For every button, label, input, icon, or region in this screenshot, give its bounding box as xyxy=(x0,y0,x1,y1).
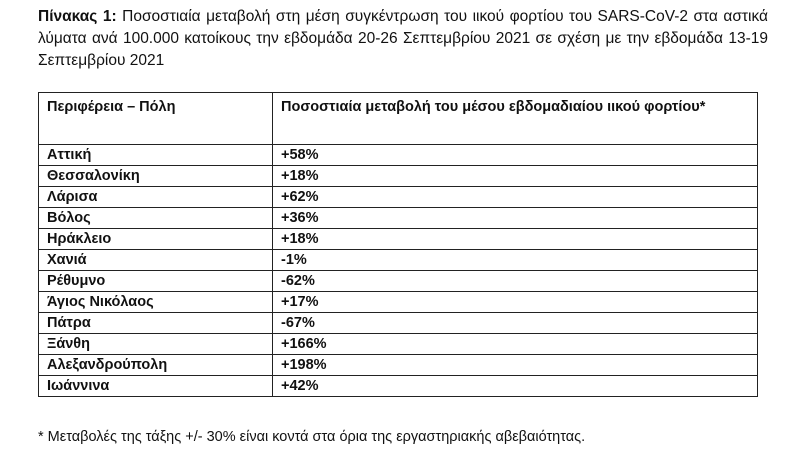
table-row xyxy=(39,187,758,208)
city-cell: Ξάνθη xyxy=(39,334,273,355)
table-row xyxy=(39,292,758,313)
percent-change-cell: +198% xyxy=(273,355,758,376)
city-cell: Βόλος xyxy=(39,208,273,229)
footnote: * Μεταβολές της τάξης +/- 30% είναι κοντά στα όρια της εργαστηριακής αβεβαιότητας. xyxy=(38,429,586,445)
wastewater-change-table xyxy=(38,92,758,397)
header-percent-change: Ποσοστιαία μεταβολή του μέσου εβδομαδιαίου ιικού φορτίου* xyxy=(273,93,758,145)
percent-change-cell: +18% xyxy=(273,166,758,187)
city-cell: Ηράκλειο xyxy=(39,229,273,250)
table-row xyxy=(39,355,758,376)
city-cell: Χανιά xyxy=(39,250,273,271)
percent-change-cell: +18% xyxy=(273,229,758,250)
caption-text: Ποσοστιαία μεταβολή στη μέση συγκέντρωση του ιικού φορτίου του SARS-CoV-2 στα αστικά λύματα ανά 100.000 κατοίκους την εβδομάδα 20-26 Σεπτεμβρίου 2021 σε σχέση με την εβδομάδα 13-19 Σεπτεμβρίου 2021 xyxy=(38,8,768,69)
city-cell: Ιωάννινα xyxy=(39,376,273,397)
city-cell: Θεσσαλονίκη xyxy=(39,166,273,187)
caption-label: Πίνακας 1: xyxy=(38,8,117,25)
city-cell: Άγιος Νικόλαος xyxy=(39,292,273,313)
percent-change-cell: +17% xyxy=(273,292,758,313)
table-row xyxy=(39,250,758,271)
table-row xyxy=(39,145,758,166)
table-row xyxy=(39,208,758,229)
percent-change-cell: -62% xyxy=(273,271,758,292)
table-row xyxy=(39,313,758,334)
table-row xyxy=(39,334,758,355)
table-caption xyxy=(38,6,768,72)
city-cell: Λάρισα xyxy=(39,187,273,208)
table-row xyxy=(39,271,758,292)
table-body xyxy=(39,145,758,397)
percent-change-cell: +62% xyxy=(273,187,758,208)
city-cell: Αλεξανδρούπολη xyxy=(39,355,273,376)
table-row xyxy=(39,229,758,250)
header-region-city: Περιφέρεια – Πόλη xyxy=(39,93,273,145)
city-cell: Πάτρα xyxy=(39,313,273,334)
city-cell: Αττική xyxy=(39,145,273,166)
percent-change-cell: +166% xyxy=(273,334,758,355)
percent-change-cell: -1% xyxy=(273,250,758,271)
percent-change-cell: -67% xyxy=(273,313,758,334)
percent-change-cell: +36% xyxy=(273,208,758,229)
table-header-row xyxy=(39,93,758,145)
table-row xyxy=(39,166,758,187)
city-cell: Ρέθυμνο xyxy=(39,271,273,292)
percent-change-cell: +58% xyxy=(273,145,758,166)
table-row xyxy=(39,376,758,397)
percent-change-cell: +42% xyxy=(273,376,758,397)
